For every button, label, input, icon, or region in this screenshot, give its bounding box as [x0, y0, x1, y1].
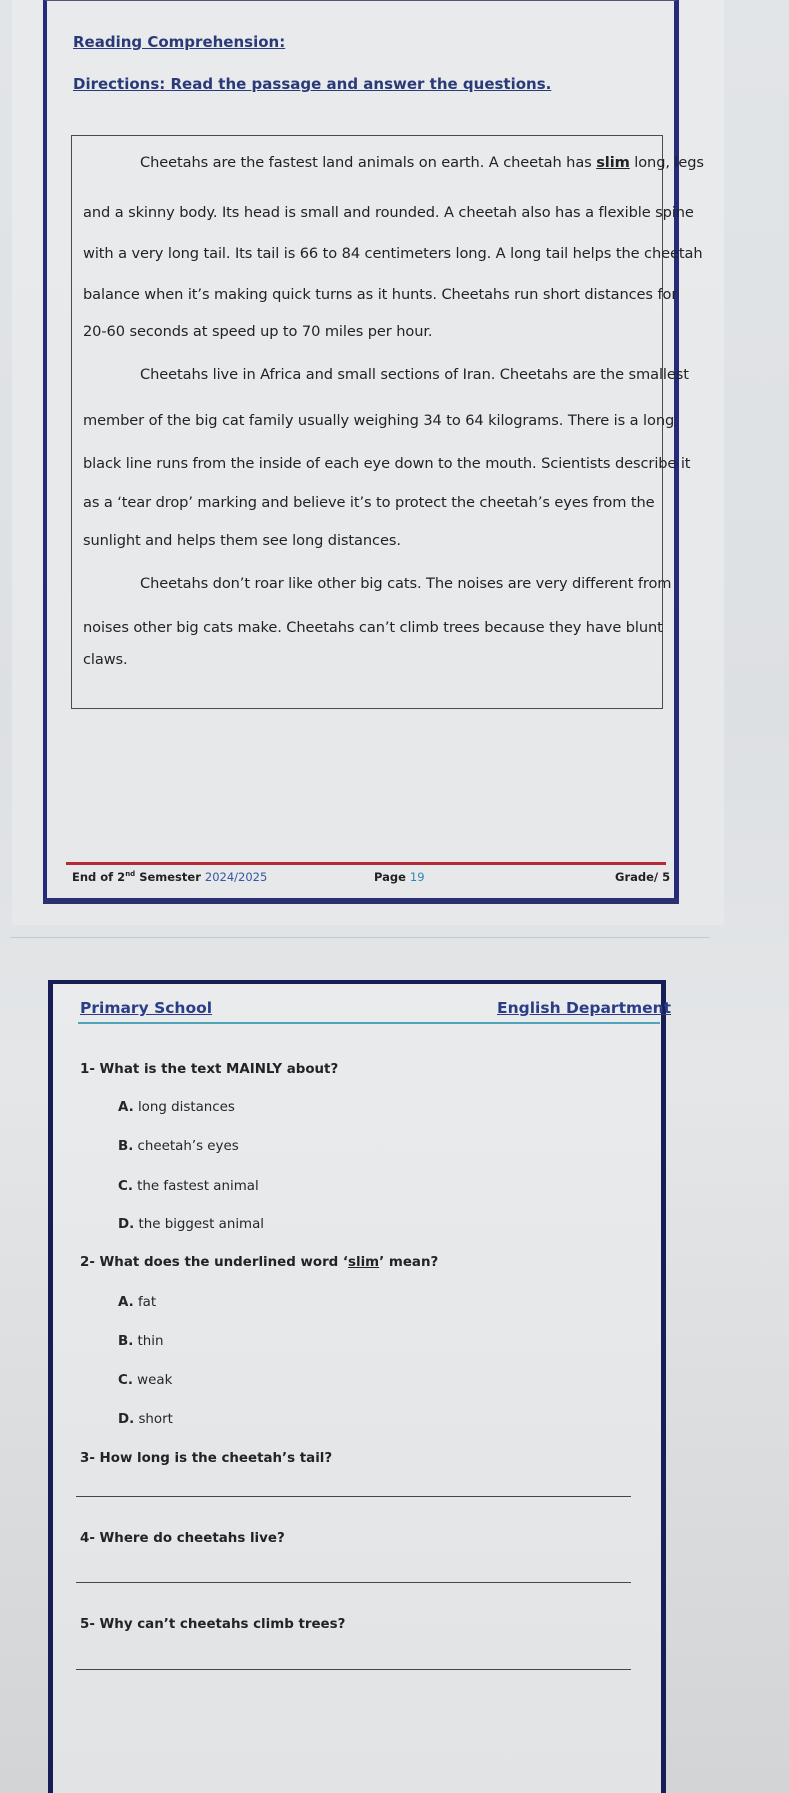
q2-option-c: C. weak — [118, 1373, 173, 1388]
passage-line: noises other big cats make. Cheetahs can’t climb trees because they have blunt — [83, 619, 663, 636]
passage-line: 20-60 seconds at speed up to 70 miles per hour. — [83, 323, 433, 340]
answer-line-5 — [76, 1669, 631, 1670]
footer-divider — [66, 862, 666, 865]
directions-text: Directions: Read the passage and answer the questions. — [73, 75, 552, 93]
question-2: 2- What does the underlined word ‘slim’ mean? — [80, 1255, 439, 1270]
q1-option-d: D. the biggest animal — [118, 1217, 265, 1232]
footer-semester: End of 2nd Semester 2024/2025 — [72, 870, 268, 884]
department-name: English Department — [497, 999, 672, 1017]
q2-option-a: A. fat — [118, 1295, 157, 1310]
passage-line: as a ‘tear drop’ marking and believe it’s to protect the cheetah’s eyes from the — [83, 494, 655, 511]
footer-page-number: Page 19 — [374, 870, 425, 884]
answer-line-4 — [76, 1582, 631, 1583]
q1-option-b: B. cheetah’s eyes — [118, 1139, 239, 1154]
passage-line: Cheetahs don’t roar like other big cats. The noises are very different from — [140, 575, 672, 592]
paper-edge — [10, 937, 710, 938]
passage-line: member of the big cat family usually weighing 34 to 64 kilograms. There is a long — [83, 412, 675, 429]
question-5: 5- Why can’t cheetahs climb trees? — [80, 1617, 346, 1632]
page-title: Reading Comprehension: — [73, 33, 286, 51]
underlined-word-slim: slim — [596, 154, 630, 171]
passage-line: black line runs from the inside of each eye down to the mouth. Scientists describe it — [83, 455, 691, 472]
passage-line: Cheetahs are the fastest land animals on earth. A cheetah has slim long, legs — [140, 154, 704, 171]
underlined-word-slim: slim — [348, 1255, 380, 1270]
passage-line: and a skinny body. Its head is small and rounded. A cheetah also has a flexible spine — [83, 204, 694, 221]
q2-option-b: B. thin — [118, 1334, 164, 1349]
answer-line-3 — [76, 1496, 631, 1497]
q2-option-d: D. short — [118, 1412, 173, 1427]
q1-option-c: C. the fastest animal — [118, 1179, 259, 1194]
passage-line: claws. — [83, 651, 128, 668]
footer-bar — [43, 898, 679, 904]
passage-line: Cheetahs live in Africa and small sections of Iran. Cheetahs are the smallest — [140, 366, 689, 383]
passage-line: sunlight and helps them see long distances. — [83, 532, 401, 549]
footer-grade: Grade/ 5 — [615, 870, 671, 884]
question-4: 4- Where do cheetahs live? — [80, 1531, 285, 1546]
passage-line: balance when it’s making quick turns as it hunts. Cheetahs run short distances for — [83, 286, 678, 303]
header-divider — [78, 1022, 660, 1024]
question-1: 1- What is the text MAINLY about? — [80, 1062, 339, 1077]
school-name: Primary School — [80, 999, 213, 1017]
q1-option-a: A. long distances — [118, 1100, 235, 1115]
passage-line: with a very long tail. Its tail is 66 to 84 centimeters long. A long tail helps the cheetah — [83, 245, 703, 262]
question-3: 3- How long is the cheetah’s tail? — [80, 1451, 333, 1466]
